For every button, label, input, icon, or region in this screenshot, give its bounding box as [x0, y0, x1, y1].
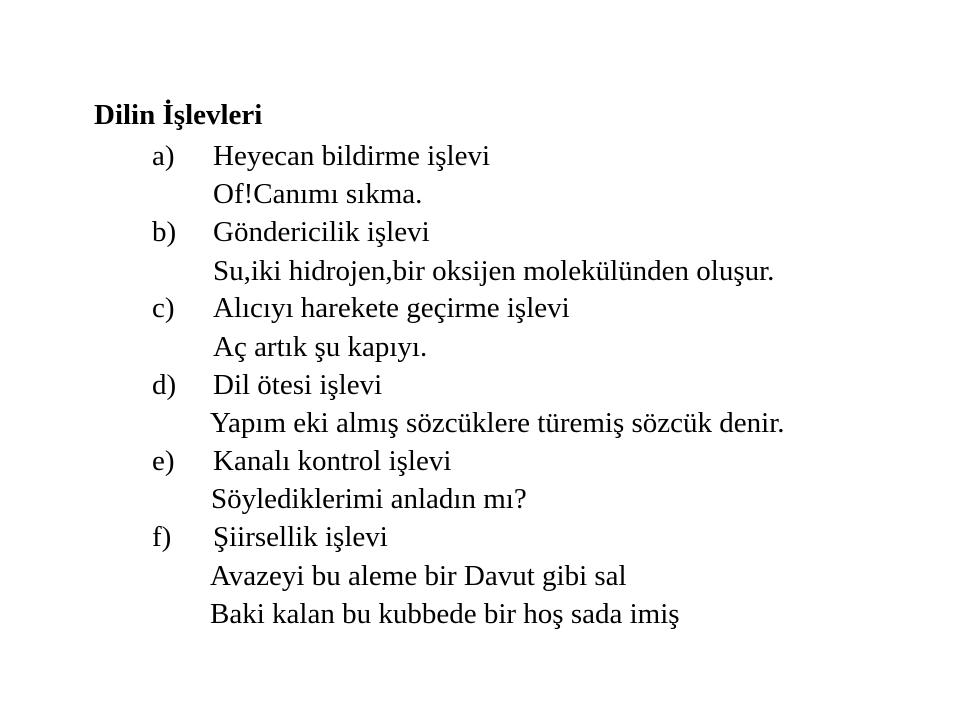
item-f-example-line-1: Avazeyi bu aleme bir Davut gibi sal [210, 560, 627, 592]
item-e-example: Söylediklerimi anladın mı? [211, 483, 527, 515]
item-a-example: Of!Canımı sıkma. [213, 178, 423, 210]
item-c-marker: c) [152, 292, 175, 324]
item-b-example: Su,iki hidrojen,bir oksijen molekülünden oluşur. [213, 255, 775, 287]
item-a-function-name: Heyecan bildirme işlevi [213, 140, 491, 172]
item-e-marker: e) [152, 445, 175, 477]
item-d-marker: d) [152, 369, 177, 401]
item-a-marker: a) [152, 140, 175, 172]
item-f-marker: f) [152, 521, 172, 553]
document-title: Dilin İşlevleri [94, 99, 263, 131]
item-c-example: Aç artık şu kapıyı. [213, 331, 428, 363]
item-d-example: Yapım eki almış sözcüklere türemiş sözcük denir. [210, 407, 785, 439]
item-d-function-name: Dil ötesi işlevi [213, 369, 383, 401]
item-c-function-name: Alıcıyı harekete geçirme işlevi [213, 292, 570, 324]
item-f-example-line-2: Baki kalan bu kubbede bir hoş sada imiş [210, 598, 680, 630]
item-b-marker: b) [152, 216, 177, 248]
item-f-function-name: Şiirsellik işlevi [213, 521, 388, 553]
item-b-function-name: Göndericilik işlevi [213, 216, 430, 248]
item-e-function-name: Kanalı kontrol işlevi [213, 445, 452, 477]
